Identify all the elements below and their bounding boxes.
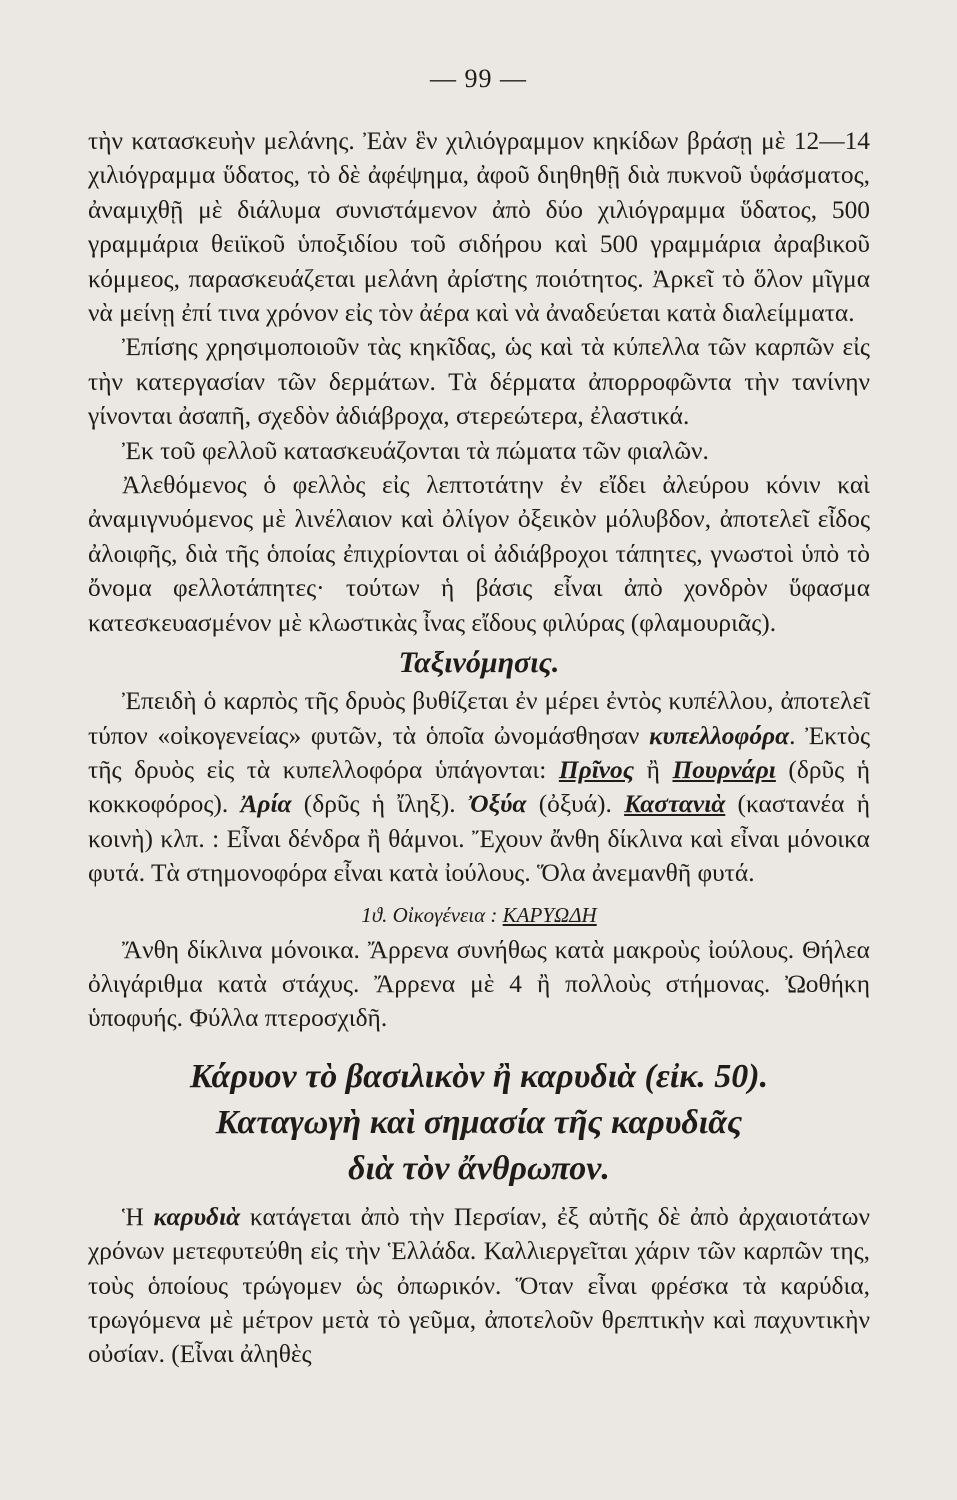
term-prinos: Πρῖνος <box>558 755 635 784</box>
paragraph-walnut-origin <box>88 1200 870 1372</box>
paragraph-linoleum: Ἀλεθόμενος ὁ φελλὸς εἰς λεπτοτάτην ἐν εἴδει ἀλεύρου κόνιν καὶ ἀναμιγνυόμενος μὲ λινέλαιον καὶ ὀλίγον ὀξεικὸν μόλυβδον, ἀποτελεῖ εἶδος ἀλοιφῆς, διὰ τῆς ὁποίας ἐπιχρίονται οἱ ἀδιάβροχοι τάπητες, γνωστοὶ ὑπὸ τὸ ὄνομα φελλοτάπητες· τούτων ἡ βάσις εἶναι ἀπὸ χονδρὸν ὕφασμα κατεσκευασμένον μὲ κλωστικὰς ἶνας εἴδους φιλύρας (φλαμουριᾶς). <box>88 471 870 637</box>
term-kypellofora: κυπελλοφόρα <box>649 721 790 750</box>
classification-text-2: . Ἐκτὸς τῆς δρυὸς εἰς τὰ κυπελλοφόρα ὑπάγονται: <box>88 721 871 784</box>
page-body <box>88 124 870 1372</box>
classification-text-5: (δρῦς ἡ ἴληξ). <box>291 790 468 819</box>
term-pournari: Πουρνάρι <box>672 755 776 784</box>
term-oxya: Ὀξύα <box>467 790 527 819</box>
walnut-title-block <box>88 1054 870 1192</box>
family-heading <box>88 897 870 933</box>
classification-text-4: (δρῦς ἡ κοκκοφόρος). <box>88 755 870 819</box>
term-aria: Ἀρία <box>240 790 292 819</box>
classification-text-1: Ἐπειδὴ ὁ καρπὸς τῆς δρυὸς βυθίζεται ἐν μέρει ἐντὸς κυπέλλου, ἀποτελεῖ τύπον «οἰκογενείας» φυτῶν, τὰ ὁποῖα ὠνομάσθησαν <box>88 687 870 750</box>
classification-text-7: (καστανέα ἡ κοινὴ) κλπ. : Εἶναι δένδρα ἢ θάμνοι. Ἔχουν ἄνθη δίκλινα καὶ εἶναι μόνοικα φυτά. Τὰ στημονοφόρα εἶναι κατὰ ἰούλους. Ὅλα ἀνεμανθῆ φυτά. <box>88 790 870 888</box>
paragraph-tanning: Ἐπίσης χρησιμοποιοῦν τὰς κηκῖδας, ὡς καὶ τὰ κύπελλα τῶν καρπῶν εἰς τὴν κατεργασίαν τῶν δερμάτων. Τὰ δέρματα ἀπορροφῶντα τὴν τανίνην γίνονται ἀσαπῆ, σχεδὸν ἀδιάβροχα, στερεώτερα, ἐλαστικά. <box>88 333 870 431</box>
family-number: 1ϑ. Οἰκογένεια : <box>361 902 503 927</box>
paragraph-ink: τὴν κατασκευὴν μελάνης. Ἐὰν ἓν χιλιόγραμμον κηκίδων βράσῃ μὲ 12—14 χιλιόγραμμα ὕδατος, τὸ δὲ ἀφέψημα, ἀφοῦ διηθηθῇ διὰ πυκνοῦ ὑφάσματος, ἀναμιχθῇ μὲ διάλυμα συνιστάμενον ἀπὸ δύο χιλιόγραμμα ὕδατος, 500 γραμμάρια θειϊκοῦ ὑποξιδίου τοῦ σιδήρου καὶ 500 γραμμάρια ἀραβικοῦ κόμμεος, παρασκευάζεται μελάνη ἀρίστης ποιότητος. Ἀρκεῖ τὸ ὅλον μῖγμα νὰ μείνῃ ἐπί τινα χρόνον εἰς τὸν ἀέρα καὶ νὰ ἀναδεύεται κατὰ διαλείμματα. <box>88 127 870 328</box>
section-heading-classification: Ταξινόμησις. <box>398 646 560 680</box>
term-kastania: Καστανιὰ <box>624 790 726 819</box>
term-karydia: καρυδιὰ <box>153 1202 241 1231</box>
walnut-title-line-1: Κάρυον τὸ βασιλικὸν ἢ καρυδιὰ (εἰκ. 50). <box>189 1057 769 1095</box>
classification-text-3: ἢ <box>634 755 673 784</box>
walnut-title-line-3: διὰ τὸν ἄνθρωπον. <box>348 1149 610 1187</box>
paragraph-cork-stoppers: Ἐκ τοῦ φελλοῦ κατασκευάζονται τὰ πώματα τῶν φιαλῶν. <box>122 436 709 465</box>
walnut-title-line-2: Καταγωγὴ καὶ σημασία τῆς καρυδιᾶς <box>215 1103 743 1141</box>
walnut-text-before: Ἡ <box>122 1202 154 1231</box>
walnut-text-after: κατάγεται ἀπὸ τὴν Περσίαν, ἐξ αὐτῆς δὲ ἀπὸ ἀρχαιοτάτων χρόνων μετεφυτεύθη εἰς τὴν Ἑλλάδα. Καλλιεργεῖται χάριν τῶν καρπῶν της, τοὺς ὁποίους τρώγομεν ὡς ὀπωρικόν. Ὅταν εἶναι φρέσκα τὰ καρύδια, τρωγόμενα μὲ μέτρον μετὰ τὸ γεῦμα, ἀποτελοῦν θρεπτικὴν καὶ παχυντικὴν οὐσίαν. (Εἶναι ἀληθὲς <box>88 1202 870 1369</box>
family-name: ΚΑΡΥΩΔΗ <box>502 902 597 927</box>
classification-text-6: (ὀξυά). <box>526 790 625 819</box>
paragraph-classification <box>88 684 870 890</box>
page-number: — 99 — <box>430 64 527 93</box>
paragraph-family-description: Ἄνθη δίκλινα μόνοικα. Ἄρρενα συνήθως κατὰ μακροὺς ἰούλους. Θήλεα ὀλιγάριθμα κατὰ στάχυς. Ἄρρενα μὲ 4 ἢ πολλοὺς στήμονας. Ὠοθήκη ὑποφυής. Φύλλα πτεροσχιδῆ. <box>88 935 870 1033</box>
